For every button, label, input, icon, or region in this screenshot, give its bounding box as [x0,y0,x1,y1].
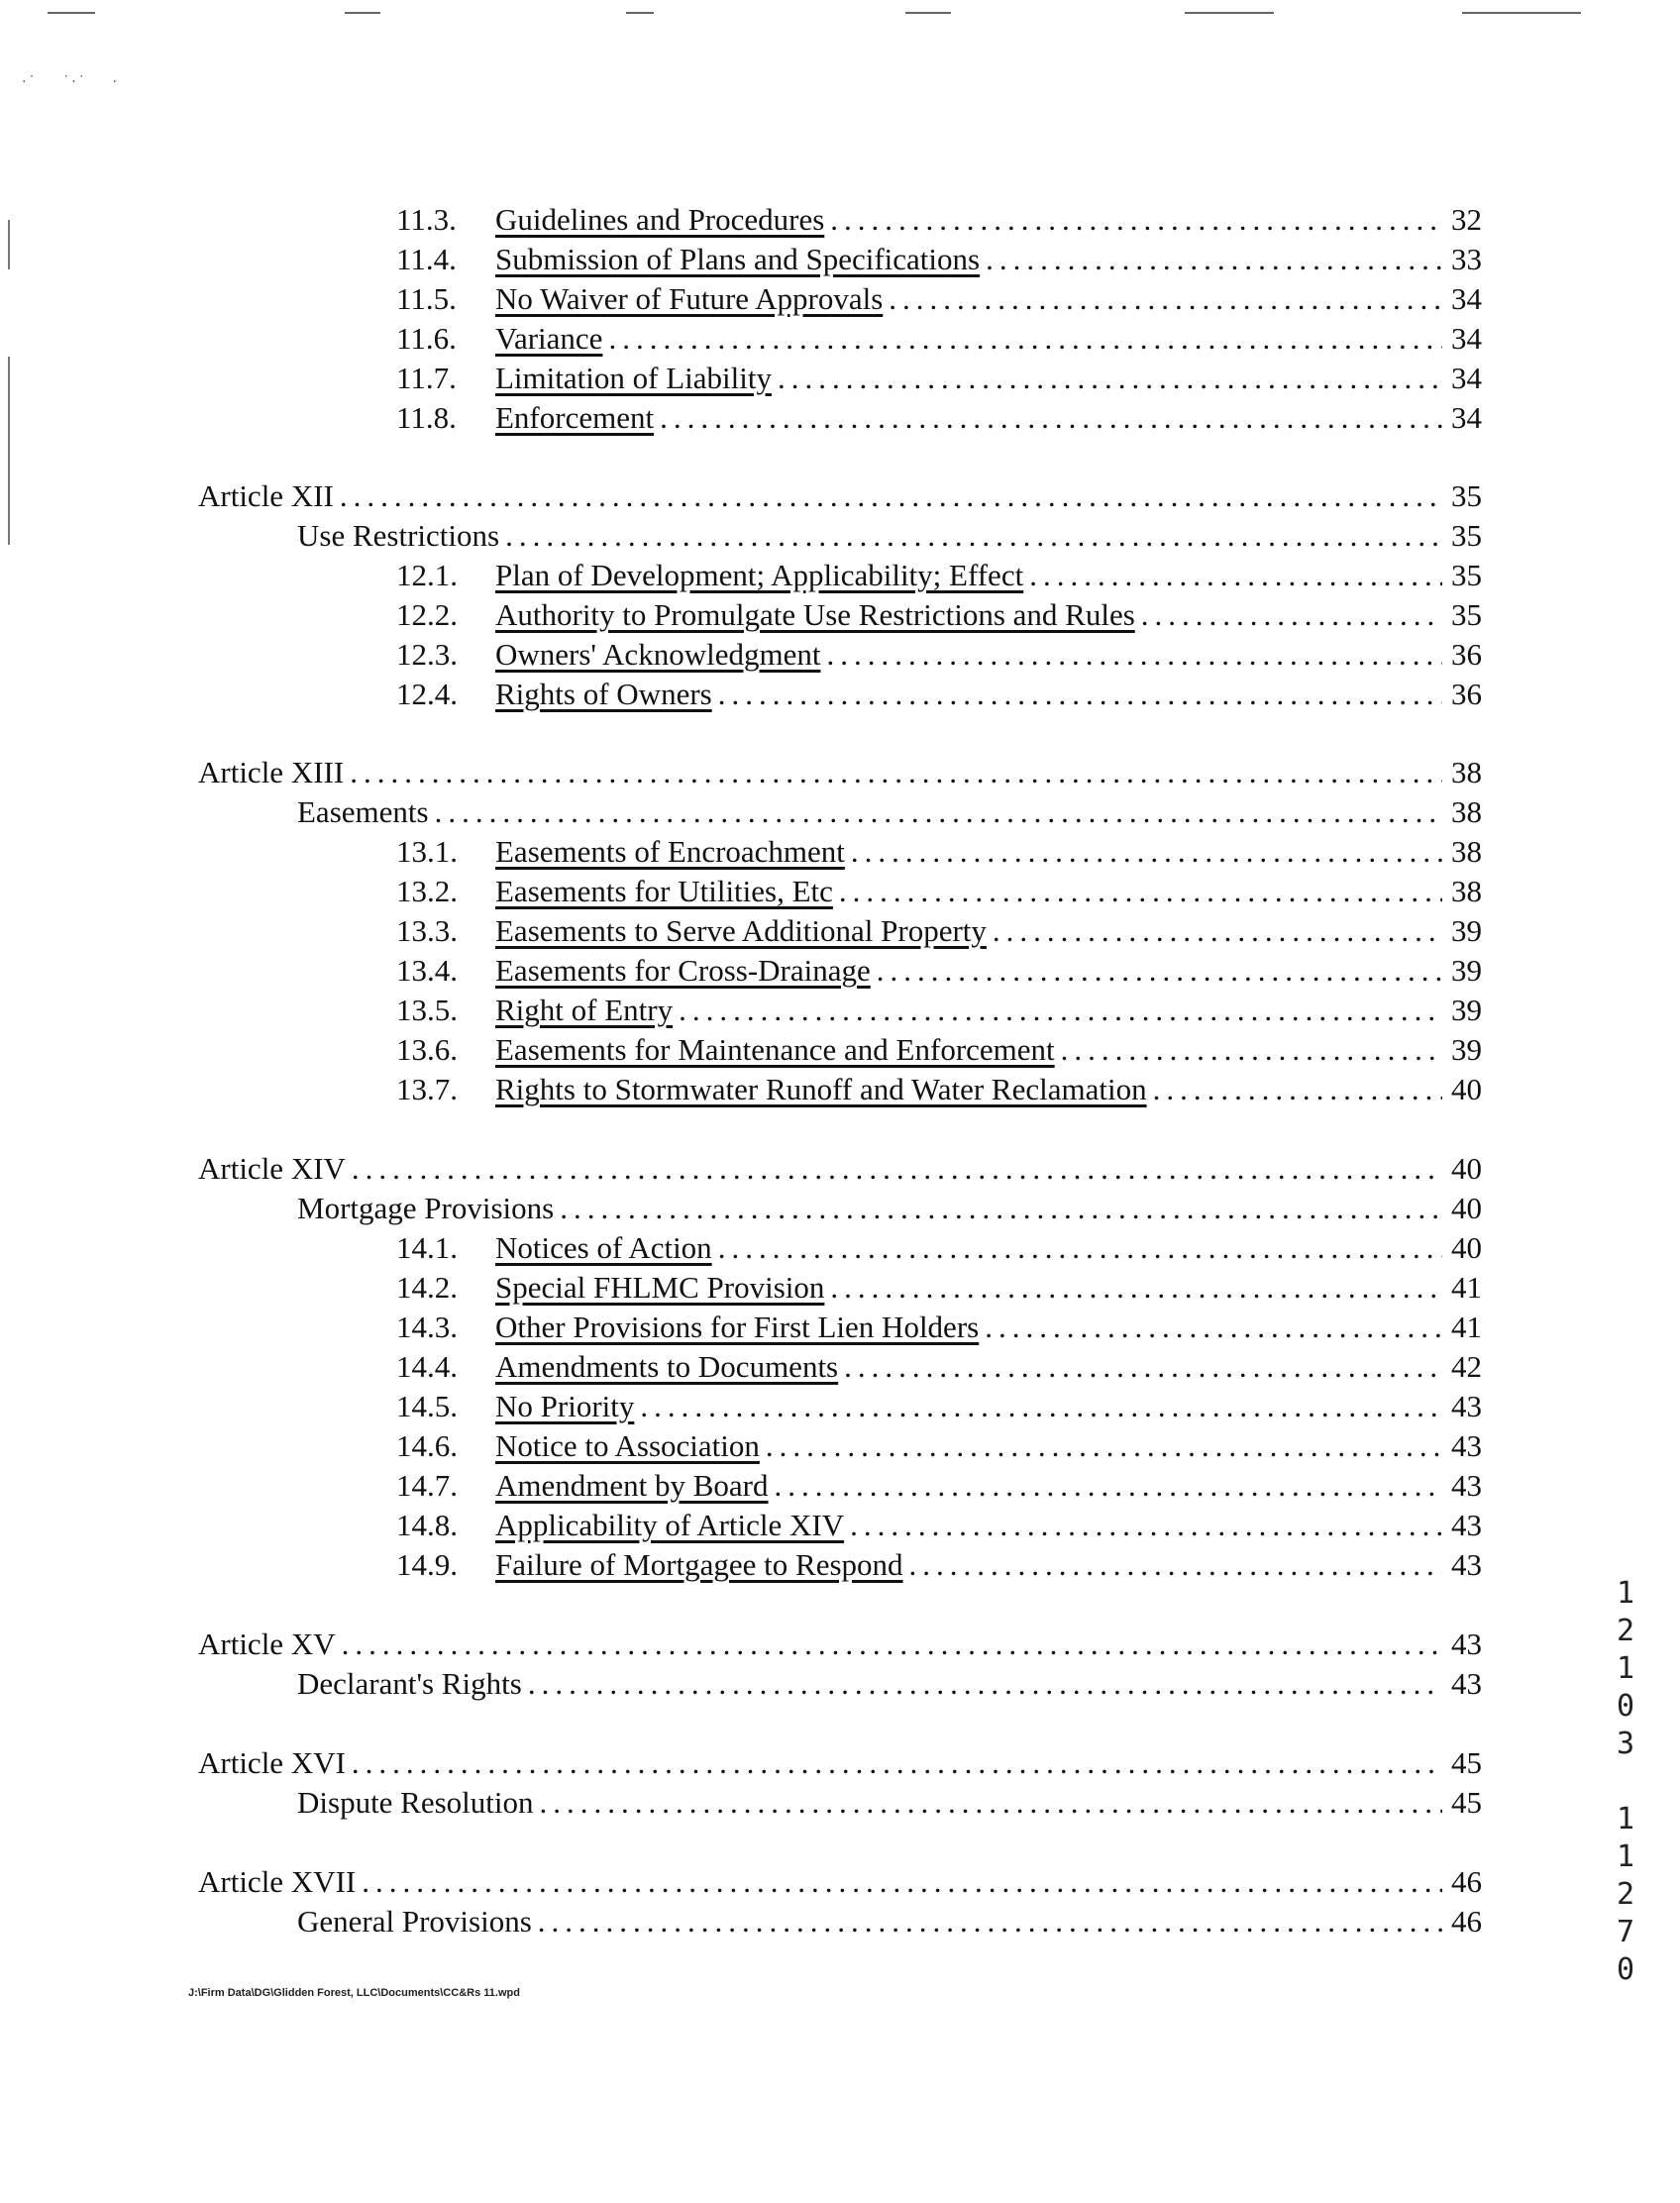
article-page: 45 [1451,1745,1482,1780]
entry-title[interactable]: Amendment by Board [495,1468,769,1503]
entry-page: 39 [1451,953,1482,988]
leader-dots [718,675,1442,714]
leader-dots [909,1545,1442,1585]
leader-dots [679,991,1442,1030]
leader-dots [877,951,1442,991]
leader-dots [986,240,1442,279]
entry-page: 38 [1451,834,1482,869]
toc-entry[interactable] [396,832,1482,872]
entry-number: 13.6. [396,1032,458,1067]
leader-dots [993,911,1442,951]
entry-page: 36 [1451,677,1482,711]
entry-number: 13.1. [396,834,458,869]
entry-number: 11.3. [396,202,457,237]
entry-page: 34 [1451,361,1482,395]
leader-dots [362,1862,1442,1902]
stamp-digit: 3 [1617,1727,1635,1761]
entry-page: 43 [1451,1508,1482,1542]
entry-title[interactable]: Submission of Plans and Specifications [495,242,981,276]
recording-stamp [1617,1575,1634,1989]
leader-dots [718,1228,1442,1268]
leader-dots [528,1664,1442,1704]
toc-entry[interactable] [396,279,1482,319]
entry-title[interactable]: Rights to Stormwater Runoff and Water Reclamation [495,1072,1147,1106]
toc-article[interactable] [198,476,1482,516]
toc-entry[interactable] [396,1070,1482,1109]
entry-page: 35 [1451,558,1482,592]
entry-number: 14.1. [396,1230,458,1265]
stamp-digit: 1 [1617,1802,1635,1836]
article-page: 43 [1451,1626,1482,1661]
toc-heading[interactable] [297,1664,1482,1704]
entry-title[interactable]: Notices of Action [495,1230,712,1265]
entry-title[interactable]: Easements of Encroachment [495,834,845,869]
entry-title[interactable]: Guidelines and Procedures [495,202,825,237]
leader-dots [826,635,1442,675]
entry-number: 11.4. [396,242,457,276]
leader-dots [985,1308,1442,1347]
leader-dots [660,398,1442,438]
entry-title[interactable]: Special FHLMC Provision [495,1270,825,1305]
entry-title[interactable]: Owners' Acknowledgment [495,637,821,672]
toc-heading[interactable] [297,792,1482,832]
entry-page: 40 [1451,1230,1482,1265]
leader-dots [830,1268,1442,1308]
entry-number: 14.6. [396,1428,458,1463]
leader-dots [766,1426,1442,1466]
entry-title[interactable]: Amendments to Documents [495,1349,839,1384]
toc-heading[interactable] [297,1783,1482,1823]
article-heading[interactable]: Use Restrictions [297,518,500,553]
article-heading[interactable]: Mortgage Provisions [297,1191,555,1225]
toc-entry[interactable] [396,1426,1482,1466]
entry-title[interactable]: Right of Entry [495,993,674,1027]
leader-dots [350,753,1442,792]
article-page: 40 [1451,1151,1482,1186]
entry-number: 12.2. [396,597,458,632]
article-title[interactable]: Article XIV [198,1151,346,1186]
entry-number: 12.4. [396,677,458,711]
heading-page: 45 [1451,1785,1482,1820]
entry-page: 39 [1451,1032,1482,1067]
article-heading[interactable]: Dispute Resolution [297,1785,534,1820]
heading-page: 40 [1451,1191,1482,1225]
entry-title[interactable]: Rights of Owners [495,677,712,711]
scan-margin-line [8,357,10,545]
toc-entry[interactable] [396,1466,1482,1506]
toc-entry[interactable] [396,872,1482,911]
leader-dots [1029,556,1442,595]
entry-number: 11.8. [396,400,457,435]
leader-dots [1061,1030,1442,1070]
heading-page: 35 [1451,518,1482,553]
entry-title[interactable]: Other Provisions for First Lien Holders [495,1310,980,1344]
leader-dots [340,476,1442,516]
entry-page: 39 [1451,993,1482,1027]
toc-entry[interactable] [396,1228,1482,1268]
entry-page: 34 [1451,281,1482,316]
entry-page: 34 [1451,321,1482,356]
toc-entry[interactable] [396,556,1482,595]
leader-dots [851,832,1442,872]
entry-title[interactable]: Applicability of Article XIV [495,1508,845,1542]
scan-mark [1185,12,1274,14]
stamp-digit: 2 [1617,1877,1635,1912]
entry-title[interactable]: Easements for Cross-Drainage [495,953,871,988]
toc-entry[interactable] [396,1030,1482,1070]
entry-page: 43 [1451,1468,1482,1503]
toc-heading[interactable] [297,1189,1482,1228]
entry-number: 11.7. [396,361,457,395]
entry-number: 14.9. [396,1547,458,1582]
stamp-digit: 0 [1617,1689,1635,1724]
article-page: 38 [1451,755,1482,789]
entry-page: 32 [1451,202,1482,237]
toc-article[interactable] [198,1625,1482,1664]
entry-page: 34 [1451,400,1482,435]
toc-entry[interactable] [396,911,1482,951]
article-heading[interactable]: Easements [297,794,429,829]
toc-entry[interactable] [396,595,1482,635]
entry-title[interactable]: No Priority [495,1389,635,1423]
toc-entry[interactable] [396,951,1482,991]
article-title[interactable]: Article XVI [198,1745,346,1780]
entry-number: 14.2. [396,1270,458,1305]
toc-entry[interactable] [396,635,1482,675]
entry-title[interactable]: Notice to Association [495,1428,760,1463]
toc-article[interactable] [198,1149,1482,1189]
scan-specks: ·˙ ˙·˙ · [22,74,119,90]
entry-number: 14.7. [396,1468,458,1503]
leader-dots [844,1347,1442,1387]
scan-mark [1462,12,1581,14]
article-heading[interactable]: Declarant's Rights [297,1666,522,1701]
entry-number: 13.3. [396,913,458,948]
toc-article[interactable] [198,753,1482,792]
entry-title[interactable]: Authority to Promulgate Use Restrictions and Rules [495,597,1135,632]
stamp-digit: 0 [1617,1952,1635,1987]
toc-entry[interactable] [396,1347,1482,1387]
leader-dots [560,1189,1442,1228]
scan-mark [345,12,380,14]
leader-dots [342,1625,1442,1664]
entry-page: 33 [1451,242,1482,276]
leader-dots [352,1743,1442,1783]
entry-title[interactable]: Plan of Development; Applicability; Effect [495,558,1024,592]
leader-dots [640,1387,1442,1426]
entry-page: 36 [1451,637,1482,672]
toc-entry[interactable] [396,1308,1482,1347]
entry-title[interactable]: Limitation of Liability [495,361,772,395]
entry-number: 14.3. [396,1310,458,1344]
scan-margin-line [8,220,10,269]
entry-title[interactable]: Easements for Utilities, Etc [495,874,833,908]
toc-entry[interactable] [396,1268,1482,1308]
leader-dots [435,792,1442,832]
entry-number: 14.8. [396,1508,458,1542]
stamp-digit: 2 [1617,1614,1635,1648]
leader-dots [540,1783,1442,1823]
entry-number: 14.4. [396,1349,458,1384]
leader-dots [830,200,1442,240]
article-page: 46 [1451,1864,1482,1899]
leader-dots [889,279,1442,319]
scan-mark [626,12,654,14]
stamp-digit: 1 [1617,1576,1635,1611]
entry-page: 43 [1451,1428,1482,1463]
heading-page: 38 [1451,794,1482,829]
entry-title[interactable]: Failure of Mortgagee to Respond [495,1547,903,1582]
toc-article[interactable] [198,1743,1482,1783]
entry-number: 11.6. [396,321,457,356]
heading-page: 43 [1451,1666,1482,1701]
toc-entry[interactable] [396,398,1482,438]
scan-mark [48,12,95,14]
entry-number: 13.4. [396,953,458,988]
toc-entry[interactable] [396,200,1482,240]
toc-entry[interactable] [396,240,1482,279]
scan-mark [905,12,951,14]
toc-entry[interactable] [396,1387,1482,1426]
entry-page: 38 [1451,874,1482,908]
leader-dots [538,1902,1442,1941]
entry-number: 12.3. [396,637,458,672]
toc-entry[interactable] [396,359,1482,398]
stamp-digit: 7 [1617,1915,1635,1949]
toc-entry[interactable] [396,319,1482,359]
leader-dots [608,319,1442,359]
entry-number: 14.5. [396,1389,458,1423]
toc-heading[interactable] [297,516,1482,556]
leader-dots [775,1466,1442,1506]
entry-page: 43 [1451,1547,1482,1582]
entry-page: 41 [1451,1270,1482,1305]
stamp-digit: 1 [1617,1651,1635,1686]
entry-title[interactable]: Easements to Serve Additional Property [495,913,987,948]
leader-dots [352,1149,1442,1189]
toc-heading[interactable] [297,1902,1482,1941]
leader-dots [839,872,1442,911]
entry-page: 41 [1451,1310,1482,1344]
entry-number: 11.5. [396,281,457,316]
entry-page: 43 [1451,1389,1482,1423]
entry-title[interactable]: Variance [495,321,603,356]
toc-entry[interactable] [396,991,1482,1030]
leader-dots [1141,595,1442,635]
entry-page: 35 [1451,597,1482,632]
article-title[interactable]: Article XV [198,1626,336,1661]
toc-entry[interactable] [396,675,1482,714]
entry-number: 13.2. [396,874,458,908]
leader-dots [505,516,1442,556]
entry-title[interactable]: No Waiver of Future Approvals [495,281,884,316]
article-title[interactable]: Article XIII [198,755,345,789]
article-title[interactable]: Article XII [198,478,334,513]
leader-dots [1153,1070,1442,1109]
leader-dots [850,1506,1442,1545]
entry-number: 13.5. [396,993,458,1027]
article-title[interactable]: Article XVII [198,1864,357,1899]
leader-dots [778,359,1442,398]
file-path-footer: J:\Firm Data\DG\Glidden Forest, LLC\Documents\CC&Rs 11.wpd [188,1987,520,1999]
entry-number: 13.7. [396,1072,458,1106]
toc-entry[interactable] [396,1506,1482,1545]
entry-page: 40 [1451,1072,1482,1106]
entry-title[interactable]: Easements for Maintenance and Enforcement [495,1032,1055,1067]
article-heading[interactable]: General Provisions [297,1904,532,1939]
stamp-digit: 1 [1617,1839,1635,1874]
article-page: 35 [1451,478,1482,513]
entry-page: 42 [1451,1349,1482,1384]
toc-entry[interactable] [396,1545,1482,1585]
entry-page: 39 [1451,913,1482,948]
entry-title[interactable]: Enforcement [495,400,655,435]
heading-page: 46 [1451,1904,1482,1939]
entry-number: 12.1. [396,558,458,592]
toc-article[interactable] [198,1862,1482,1902]
